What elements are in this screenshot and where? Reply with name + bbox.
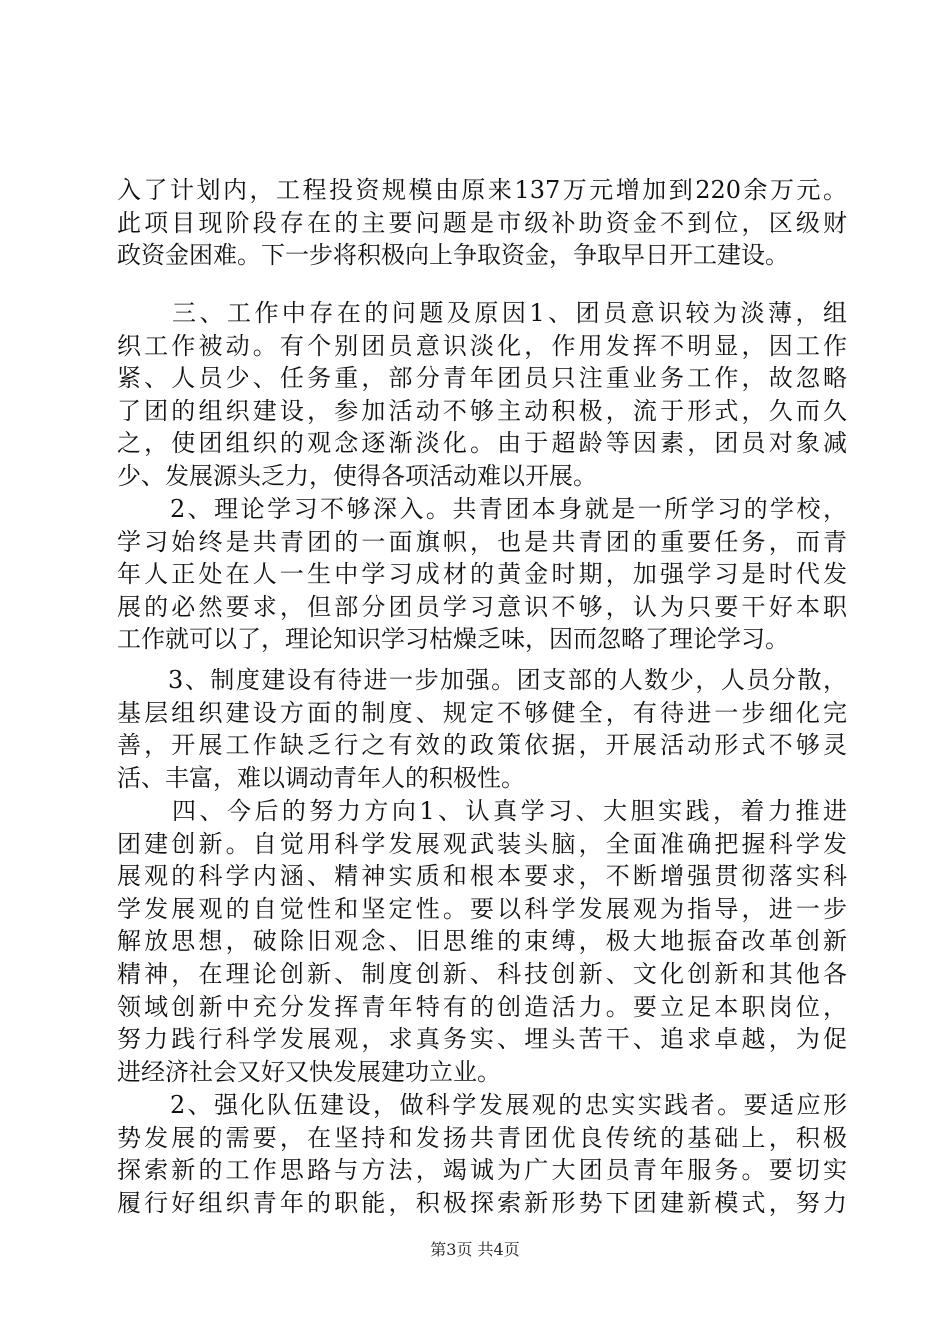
text-line: 履行好组织青年的职能，积极探索新形势下团建新模式，努力 bbox=[117, 1188, 847, 1217]
page-number-footer: 第3页 共4页 bbox=[430, 1240, 520, 1259]
text-line: 入了计划内，工程投资规模由原来137万元增加到220余万元。 bbox=[117, 176, 847, 204]
text-line: 精神，在理论创新、制度创新、科技创新、文化创新和其他各 bbox=[117, 959, 847, 988]
text-line: 3、制度建设有待进一步加强。团支部的人数少，人员分散， bbox=[117, 666, 847, 694]
text-line: 领域创新中充分发挥青年特有的创造活力。要立足本职岗位， bbox=[117, 992, 847, 1021]
text-line: 展的必然要求，但部分团员学习意识不够，认为只要干好本职 bbox=[117, 592, 847, 621]
text-line: 三、工作中存在的问题及原因1、团员意识较为淡薄，组 bbox=[117, 299, 847, 327]
paragraph-1 bbox=[117, 174, 847, 272]
text-line: 团建创新。自觉用科学发展观武装头脑，全面准确把握科学发 bbox=[117, 829, 847, 858]
text-line: 善，开展工作缺乏行之有效的政策依据，开展活动形式不够灵 bbox=[117, 731, 847, 760]
text-line: 织工作被动。有个别团员意识淡化，作用发挥不明显，因工作 bbox=[117, 331, 847, 360]
text-line: 展观的科学内涵、精神实质和根本要求，不断增强贯彻落实科 bbox=[117, 862, 847, 891]
text-line: 了团的组织建设，参加活动不够主动积极，流于形式，久而久 bbox=[117, 396, 847, 425]
text-line: 此项目现阶段存在的主要问题是市级补助资金不到位，区级财 bbox=[117, 208, 847, 237]
text-line: 解放思想，破除旧观念、旧思维的束缚，极大地振奋改革创新 bbox=[117, 927, 847, 956]
text-line: 2、强化队伍建设，做科学发展观的忠实实践者。要适应形 bbox=[117, 1091, 847, 1119]
text-line: 探索新的工作思路与方法，竭诚为广大团员青年服务。要切实 bbox=[117, 1156, 847, 1185]
text-line: 工作就可以了，理论知识学习枯燥乏味，因而忽略了理论学习。 bbox=[117, 625, 789, 654]
text-line: 进经济社会又好又快发展建功立业。 bbox=[117, 1057, 501, 1086]
text-line: 之，使团组织的观念逐渐淡化。由于超龄等因素，团员对象减 bbox=[117, 429, 847, 458]
text-line: 紧、人员少、任务重，部分青年团员只注重业务工作，故忽略 bbox=[117, 364, 847, 393]
text-line: 努力践行科学发展观，求真务实、埋头苦干、追求卓越，为促 bbox=[117, 1025, 847, 1054]
text-line: 学习始终是共青团的一面旗帜，也是共青团的重要任务，而青 bbox=[117, 527, 847, 556]
paragraph-3 bbox=[117, 493, 847, 656]
paragraph-2 bbox=[117, 297, 847, 493]
paragraph-6 bbox=[117, 1089, 847, 1219]
paragraph-5 bbox=[117, 795, 847, 1088]
text-line: 政资金困难。下一步将积极向上争取资金，争取早日开工建设。 bbox=[117, 241, 789, 270]
text-line: 学发展观的自觉性和坚定性。要以科学发展观为指导，进一步 bbox=[117, 894, 847, 923]
text-line: 势发展的需要，在坚持和发扬共青团优良传统的基础上，积极 bbox=[117, 1123, 847, 1152]
text-line: 基层组织建设方面的制度、规定不够健全，有待进一步细化完 bbox=[117, 698, 847, 727]
text-line: 活、丰富，难以调动青年人的积极性。 bbox=[117, 763, 525, 792]
text-line: 2、理论学习不够深入。共青团本身就是一所学习的学校， bbox=[117, 495, 847, 523]
text-line: 四、今后的努力方向1、认真学习、大胆实践，着力推进 bbox=[117, 797, 847, 825]
paragraph-4 bbox=[117, 664, 847, 794]
text-line: 年人正处在人一生中学习成材的黄金时期，加强学习是时代发 bbox=[117, 560, 847, 589]
text-line: 少、发展源头乏力，使得各项活动难以开展。 bbox=[117, 461, 597, 490]
